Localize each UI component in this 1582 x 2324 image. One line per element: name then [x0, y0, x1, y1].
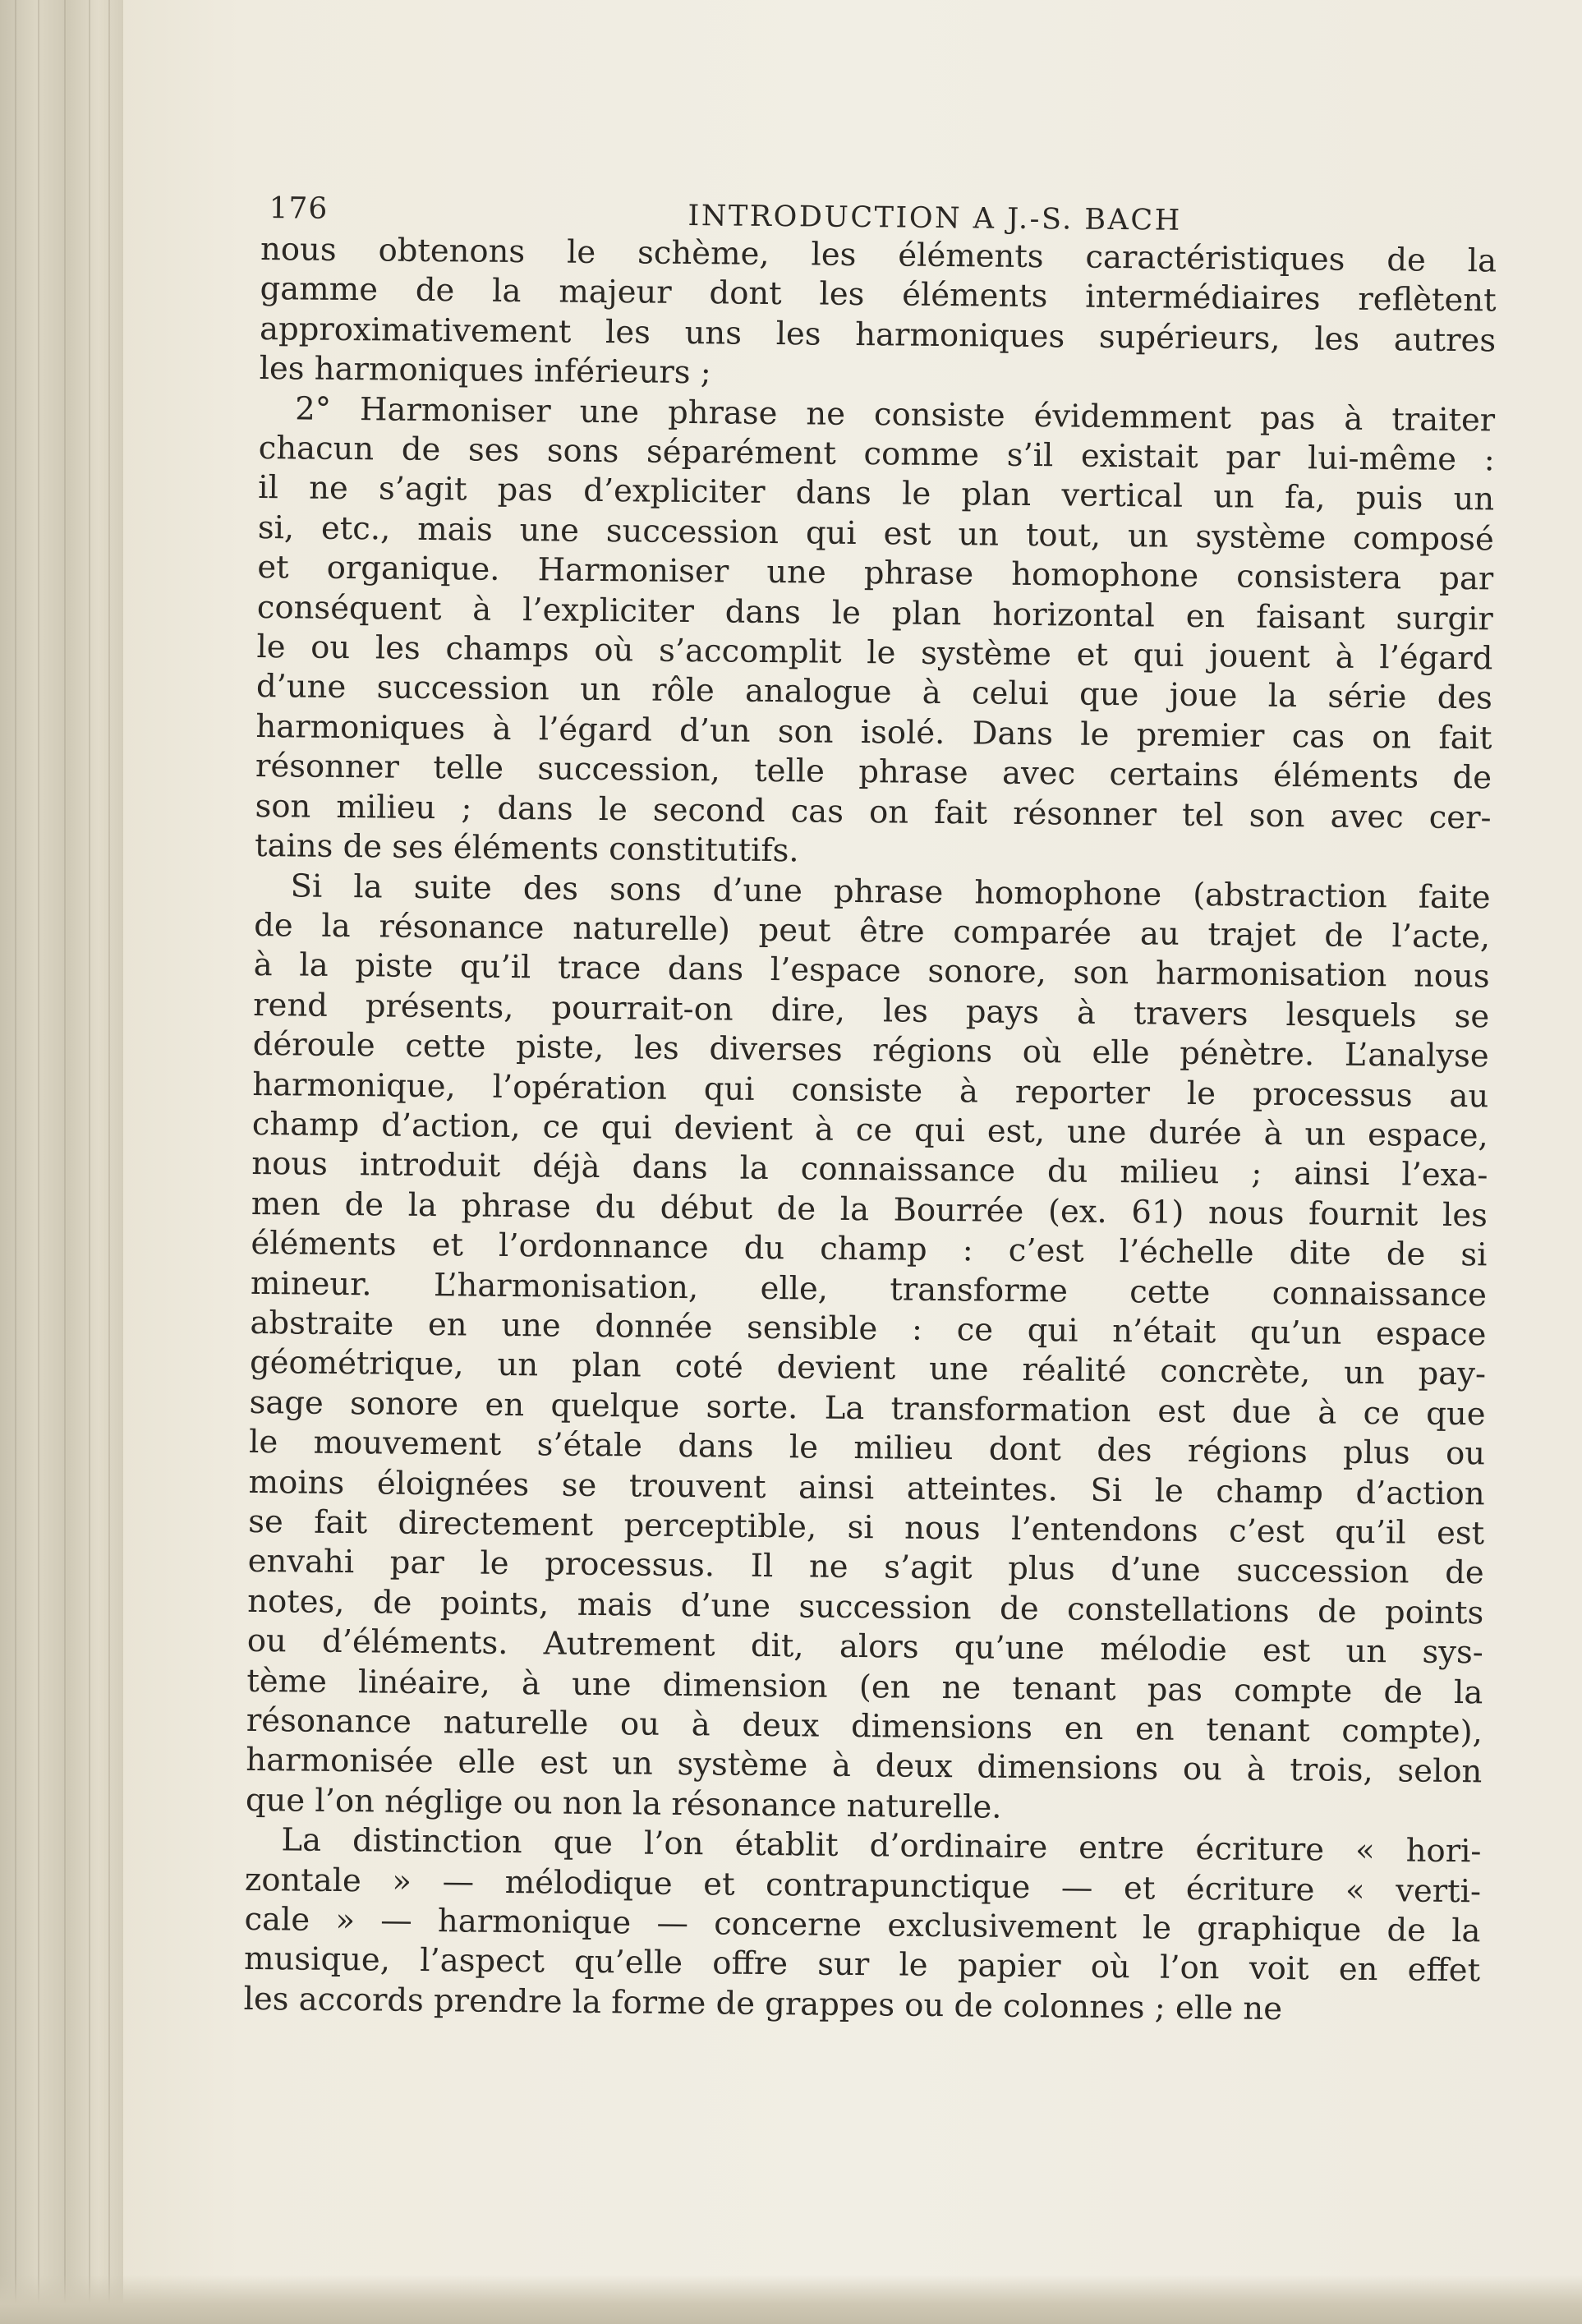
- text-line: il ne s’agit pas d’expliciter dans le plan vertical un fa, puis un: [258, 469, 1495, 518]
- page-number: 176: [269, 191, 329, 226]
- text-line: Si la suite des sons d’une phrase homophone (abstraction faite: [290, 867, 1491, 916]
- paragraph: [259, 230, 1497, 401]
- text-line: nous introduit déjà dans la connaissance du milieu ; ainsi l’exa-: [251, 1145, 1488, 1194]
- text-line: et organique. Harmoniser une phrase homophone consistera par: [257, 549, 1494, 598]
- text-line: abstraite en une donnée sensible : ce qui n’était qu’un espace: [250, 1304, 1487, 1354]
- text-line: champ d’action, ce qui devient à ce qui est, une durée à un espace,: [251, 1105, 1489, 1155]
- running-head: INTRODUCTION A J.-S. BACH: [688, 199, 1182, 237]
- page-bottom-edge: [0, 2275, 1582, 2324]
- text-line: sage sonore en quelque sorte. La transformation est due à ce que: [249, 1383, 1486, 1434]
- page-text-block: [243, 171, 1497, 2032]
- text-line: notes, de points, mais d’une succession de constellations de points: [247, 1582, 1484, 1632]
- text-line: résonner telle succession, telle phrase avec certains éléments de: [255, 748, 1492, 797]
- text-line: mineur. L’harmonisation, elle, transforme cette connaissance: [250, 1264, 1488, 1314]
- text-line: men de la phrase du début de la Bourrée (ex. 61) nous fournit les: [251, 1185, 1488, 1235]
- text-line: gamme de la majeur dont les éléments intermédiaires reflètent: [260, 270, 1497, 320]
- text-line: musique, l’aspect qu’elle offre sur le papier où l’on voit en effet: [243, 1940, 1481, 1990]
- text-line: de la résonance naturelle) peut être comparée au trajet de l’acte,: [253, 906, 1491, 956]
- text-line: le ou les champs où s’accomplit le système et qui jouent à l’égard: [256, 628, 1493, 678]
- text-line: si, etc., mais une succession qui est un tout, un système composé: [257, 509, 1494, 559]
- text-line: géométrique, un plan coté devient une réalité concrète, un pay-: [249, 1344, 1487, 1393]
- text-line: ou d’éléments. Autrement dit, alors qu’une mélodie est un sys-: [246, 1622, 1483, 1672]
- text-line: chacun de ses sons séparément comme s’il existait par lui-même :: [258, 430, 1495, 479]
- text-line: La distinction que l’on établit d’ordinaire entre écriture « hori-: [281, 1821, 1482, 1871]
- text-line: envahi par le processus. Il ne s’agit plus d’une succession de: [247, 1543, 1484, 1592]
- text-line: conséquent à l’expliciter dans le plan horizontal en faisant surgir: [256, 588, 1494, 638]
- text-line: nous obtenons le schème, les éléments caractéristiques de la: [260, 230, 1497, 280]
- text-line: les harmoniques inférieurs ;: [259, 350, 711, 392]
- text-line: que l’on néglige ou non la résonance naturelle.: [245, 1781, 1002, 1826]
- text-line: résonance naturelle ou à deux dimensions en en tenant compte),: [246, 1701, 1483, 1751]
- body-text: [243, 230, 1497, 2032]
- paragraph: [255, 389, 1496, 878]
- text-line: 2° Harmoniser une phrase ne consiste évidemment pas à traiter: [295, 390, 1496, 439]
- text-line: cale » — harmonique — concerne exclusivement le graphique de la: [244, 1900, 1481, 1950]
- text-line: tains de ses éléments constitutifs.: [254, 827, 799, 870]
- text-line: tème linéaire, à une dimension (en ne tenant pas compte de la: [246, 1662, 1483, 1711]
- text-line: rend présents, pourrait-on dire, les pays à travers lesquels se: [253, 986, 1490, 1036]
- page-header: [260, 171, 1497, 240]
- text-line: les accords prendre la forme de grappes ou de colonnes ; elle ne: [243, 1980, 1283, 2027]
- text-line: le mouvement s’étale dans le milieu dont des régions plus ou: [248, 1424, 1486, 1473]
- text-line: à la piste qu’il trace dans l’espace sonore, son harmonisation nous: [253, 946, 1490, 996]
- text-line: d’une succession un rôle analogue à celui que joue la série des: [255, 668, 1493, 717]
- paragraph: [246, 866, 1491, 1832]
- text-line: moins éloignées se trouvent ainsi atteintes. Si le champ d’action: [248, 1463, 1485, 1512]
- text-line: harmonique, l’opération qui consiste à reporter le processus au: [252, 1065, 1489, 1115]
- text-line: harmonisée elle est un système à deux dimensions ou à trois, selon: [246, 1742, 1483, 1791]
- text-line: déroule cette piste, les diverses régions où elle pénètre. L’analyse: [252, 1026, 1489, 1075]
- text-line: harmoniques à l’égard d’un son isolé. Dans le premier cas on fait: [255, 707, 1492, 757]
- text-line: approximativement les uns les harmoniques supérieurs, les autres: [259, 310, 1497, 360]
- text-line: éléments et l’ordonnance du champ : c’est l’échelle dite de si: [251, 1225, 1488, 1274]
- book-page-stack: [0, 0, 123, 2324]
- text-line: se fait directement perceptible, si nous l’entendons c’est qu’il est: [247, 1503, 1485, 1553]
- paragraph: [243, 1820, 1481, 2031]
- text-line: zontale » — mélodique et contrapunctique — et écriture « verti-: [244, 1861, 1482, 1911]
- text-line: son milieu ; dans le second cas on fait résonner tel son avec cer-: [255, 787, 1492, 837]
